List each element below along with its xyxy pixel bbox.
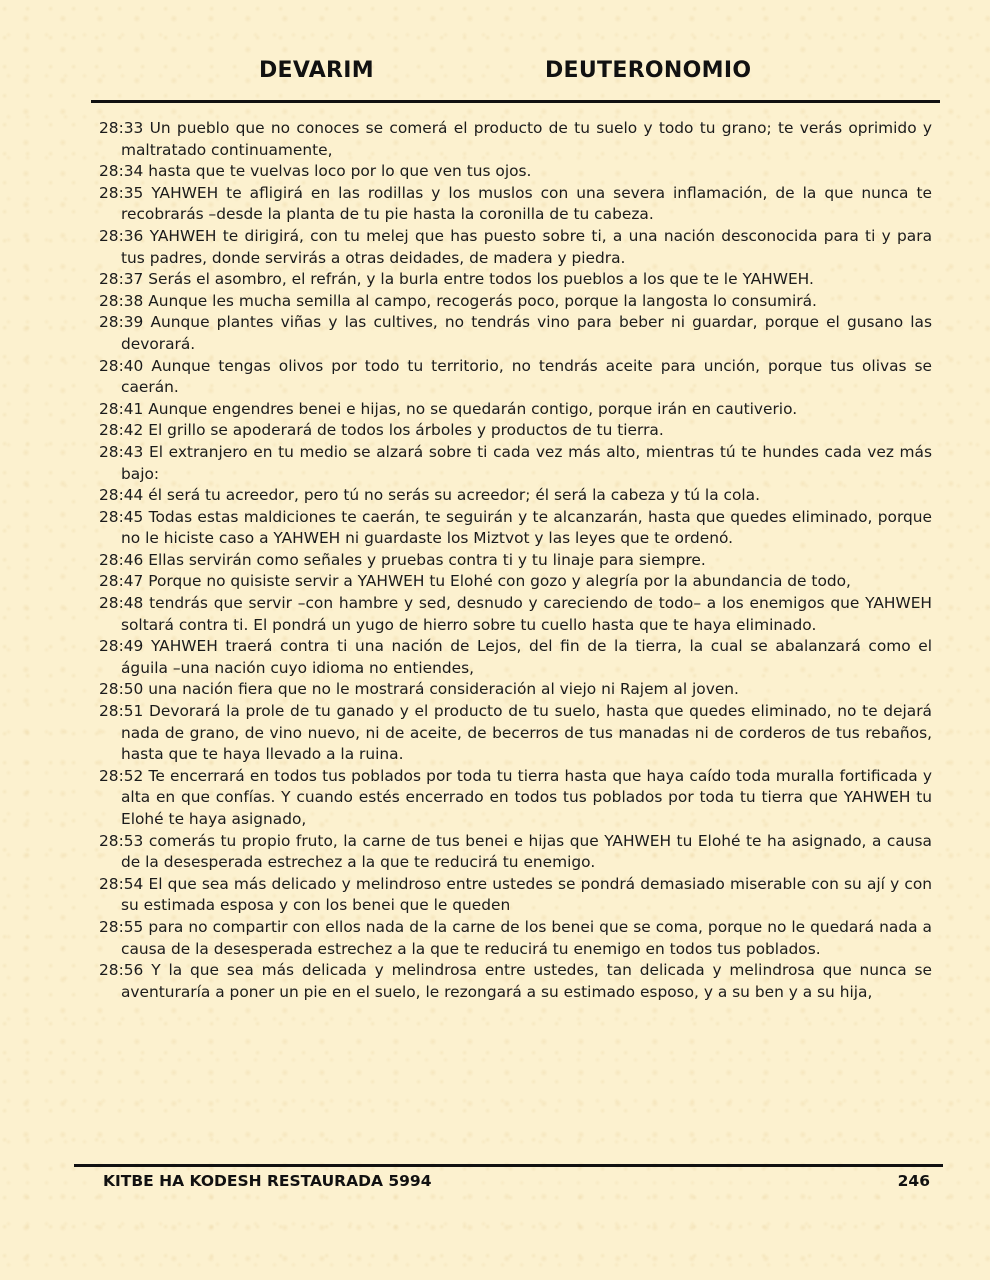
verse: 28:48 tendrás que servir –con hambre y sed, desnudo y careciendo de todo– a los enemigos que YAHWEH soltará contra ti. El pondrá un yugo de hierro sobre tu cuello hasta que te haya eliminado. xyxy=(99,594,932,634)
verse: 28:43 El extranjero en tu medio se alzará sobre ti cada vez más alto, mientras tú te hundes cada vez más bajo: xyxy=(99,442,932,483)
header-divider xyxy=(91,100,940,103)
footer-book-title: KITBE HA KODESH RESTAURADA 5994 xyxy=(103,1172,432,1190)
verse: 28:33 Un pueblo que no conoces se comerá el producto de tu suelo y todo tu grano; te verás oprimido y maltratado continuamente, xyxy=(99,119,932,159)
verse: 28:49 YAHWEH traerá contra ti una nación de Lejos, del fin de la tierra, la cual se abalanzará como el águila –una nación cuyo idioma no entiendes, xyxy=(99,637,932,677)
verse: 28:46 Ellas servirán como señales y pruebas contra ti y tu linaje para siempre. xyxy=(99,550,706,569)
verse: 28:38 Aunque les mucha semilla al campo, recogerás poco, porque la langosta lo consumirá. xyxy=(99,291,817,310)
verse: 28:34 hasta que te vuelvas loco por lo que ven tus ojos. xyxy=(99,162,532,181)
verse: 28:51 Devorará la prole de tu ganado y el producto de tu suelo, hasta que quedes eliminado, no te dejará nada de grano, de vino nuevo, ni de aceite, de becerros de tus manadas ni de corderos de tus rebaños, hasta que te haya llevado a la ruina. xyxy=(99,702,932,764)
verse: 28:39 Aunque plantes viñas y las cultives, no tendrás vino para beber ni guardar, porque el gusano las devorará. xyxy=(99,313,932,353)
page-number: 246 xyxy=(897,1172,930,1190)
verse: 28:36 YAHWEH te dirigirá, con tu melej que has puesto sobre ti, a una nación desconocida para ti y para tus padres, donde servirás a otras deidades, de madera y piedra. xyxy=(99,226,932,267)
footer-divider xyxy=(74,1164,943,1167)
header-book-hebrew-name: DEVARIM xyxy=(259,58,374,83)
verse: 28:35 YAHWEH te afligirá en las rodillas y los muslos con una severa inflamación, de la que nunca te recobrarás –desde la planta de tu pie hasta la coronilla de tu cabeza. xyxy=(99,183,932,224)
header-book-spanish-name: DEUTERONOMIO xyxy=(545,58,752,83)
page-header xyxy=(0,58,990,90)
verse: 28:40 Aunque tengas olivos por todo tu territorio, no tendrás aceite para unción, porque tus olivas se caerán. xyxy=(99,356,932,397)
verse: 28:53 comerás tu propio fruto, la carne de tus benei e hijas que YAHWEH tu Elohé te ha asignado, a causa de la desesperada estrechez a la que te reducirá tu enemigo. xyxy=(99,831,932,872)
verse: 28:42 El grillo se apoderará de todos los árboles y productos de tu tierra. xyxy=(99,421,664,440)
verse: 28:54 El que sea más delicado y melindroso entre ustedes se pondrá demasiado miserable con su ají y con su estimada esposa y con los benei que le queden xyxy=(99,874,932,915)
verse: 28:55 para no compartir con ellos nada de la carne de los benei que se coma, porque no le quedará nada a causa de la desesperada estrechez a la que te reducirá tu enemigo en todos tus poblados. xyxy=(99,917,932,958)
verse: 28:52 Te encerrará en todos tus poblados por toda tu tierra hasta que haya caído toda muralla fortificada y alta en que confías. Y cuando estés encerrado en todos tus poblados por toda tu tierra que YAHWEH tu Elohé te haya asignado, xyxy=(99,766,932,828)
verse-list xyxy=(99,118,932,1003)
verse: 28:56 Y la que sea más delicada y melindrosa entre ustedes, tan delicada y melindrosa que nunca se aventuraría a poner un pie en el suelo, le rezongará a su estimado esposo, y a su ben y a su hija, xyxy=(99,961,932,1001)
verse: 28:47 Porque no quisiste servir a YAHWEH tu Elohé con gozo y alegría por la abundancia de todo, xyxy=(99,572,851,591)
verse: 28:44 él será tu acreedor, pero tú no serás su acreedor; él será la cabeza y tú la cola. xyxy=(99,486,761,505)
verse: 28:37 Serás el asombro, el refrán, y la burla entre todos los pueblos a los que te le YAHWEH. xyxy=(99,270,814,289)
verse: 28:41 Aunque engendres benei e hijas, no se quedarán contigo, porque irán en cautiverio. xyxy=(99,399,798,418)
verse: 28:45 Todas estas maldiciones te caerán, te seguirán y te alcanzarán, hasta que quedes eliminado, porque no le hiciste caso a YAHWEH ni guardaste los Miztvot y las leyes que te ordenó. xyxy=(99,507,932,548)
verse: 28:50 una nación fiera que no le mostrará consideración al viejo ni Rajem al joven. xyxy=(99,680,739,699)
